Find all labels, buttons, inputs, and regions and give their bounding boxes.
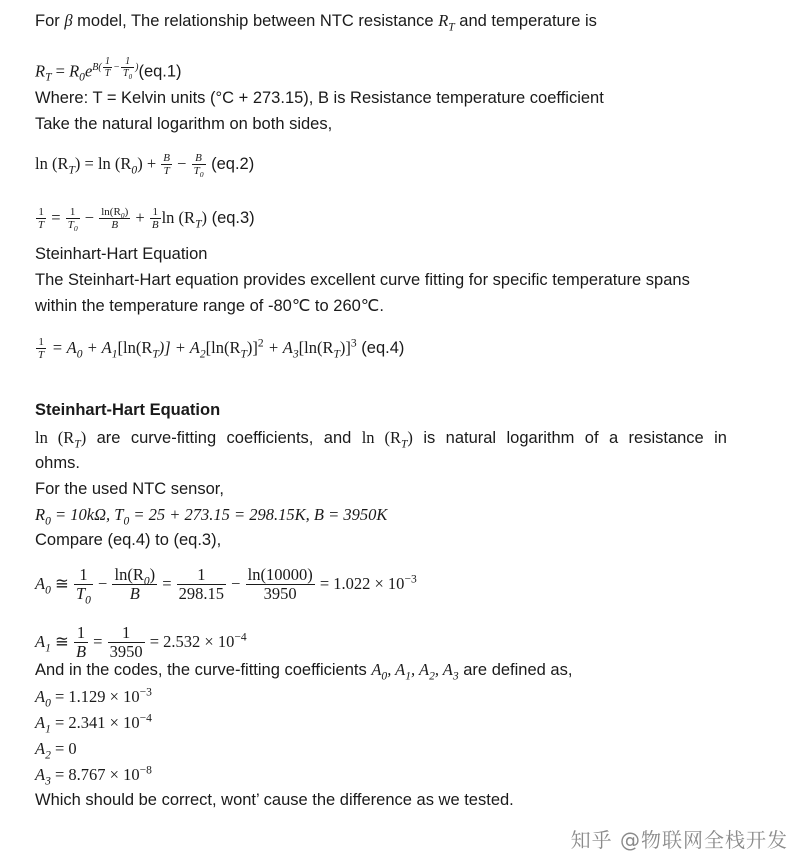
a0-derivation: $A_0$ ≅ $\frac{1}{T_0}$ − $\frac{\ln(R_0)}{B}$ = $\frac{1}{298.15}$ − $\frac{\ln(10000)}{3950}$ = $1.022 \times 10^{-3}$ — [35, 565, 417, 607]
sensor-line: For the used NTC sensor, — [35, 480, 224, 498]
equation-3: $\frac{1}{T}$ = $\frac{1}{T_0}$ − $\frac{\ln(R_0)}{B}$ + $\frac{1}{B}$ $\ln (R_T)$ (eq.3) — [38, 206, 255, 234]
compare-line: Compare (eq.4) to (eq.3), — [35, 531, 222, 549]
def-a2: $A_2 = 0$ — [35, 739, 77, 762]
def-a1: $A_1 = 2.341 \times 10^{-4}$ — [35, 712, 152, 736]
sensor-params: $R_0 = 10k\Omega$, $T_0 = 25 + 273.15 = 298.15K$, B = 3950K — [35, 505, 388, 528]
closing-line: Which should be correct, wont’ cause the difference as we tested. — [35, 791, 514, 809]
equation-4: $\frac{1}{T}$ = $A_0 + A_1[\ln(R_T)] + A_2[\ln(R_T)]^2 + A_3[\ln(R_T)]^3$ (eq.4) — [38, 336, 405, 362]
coeff-line-1: $\ln (R_T)$ are curve-fitting coefficients, and $\ln (R_T)$ is natural logarithm of a resistance in — [35, 428, 727, 451]
sh-heading-2: Steinhart-Hart Equation — [35, 401, 221, 419]
sh-heading-1: Steinhart-Hart Equation — [35, 245, 208, 263]
watermark: 知乎 @物联网全栈开发 — [570, 828, 788, 852]
equation-2: $\ln (R_T) = \ln (R_0)$ + $\frac{B}{T}$ − $\frac{B}{T_0}$ (eq.2) — [35, 152, 255, 180]
where-line: Where: T = Kelvin units (°C + 273.15), B is Resistance temperature coefficient — [35, 89, 604, 107]
sh-paragraph-line-1: The Steinhart-Hart equation provides excellent curve fitting for specific temperature spans — [35, 271, 690, 289]
def-a0: $A_0 = 1.129 \times 10^{-3}$ — [35, 686, 152, 710]
sh-paragraph-line-2: within the temperature range of -80℃ to 260℃. — [35, 297, 384, 315]
take-log-line: Take the natural logarithm on both sides, — [35, 115, 333, 133]
a1-derivation: $A_1$ ≅ $\frac{1}{B}$ = $\frac{1}{3950}$ = $2.532 \times 10^{-4}$ — [35, 623, 247, 662]
intro-line: For β model, The relationship between NTC resistance $R_T$ and temperature is — [35, 11, 597, 34]
codes-line: And in the codes, the curve-fitting coefficients $A_0$, $A_1$, $A_2$, $A_3$ are defined as, — [35, 660, 573, 683]
def-a3: $A_3 = 8.767 \times 10^{-8}$ — [35, 764, 152, 788]
equation-1: $R_T = R_0e^{B( \frac{1}{T} - \frac{1}{T_0} )}(eq.1)$ — [35, 56, 182, 84]
coeff-line-2: ohms. — [35, 454, 80, 472]
